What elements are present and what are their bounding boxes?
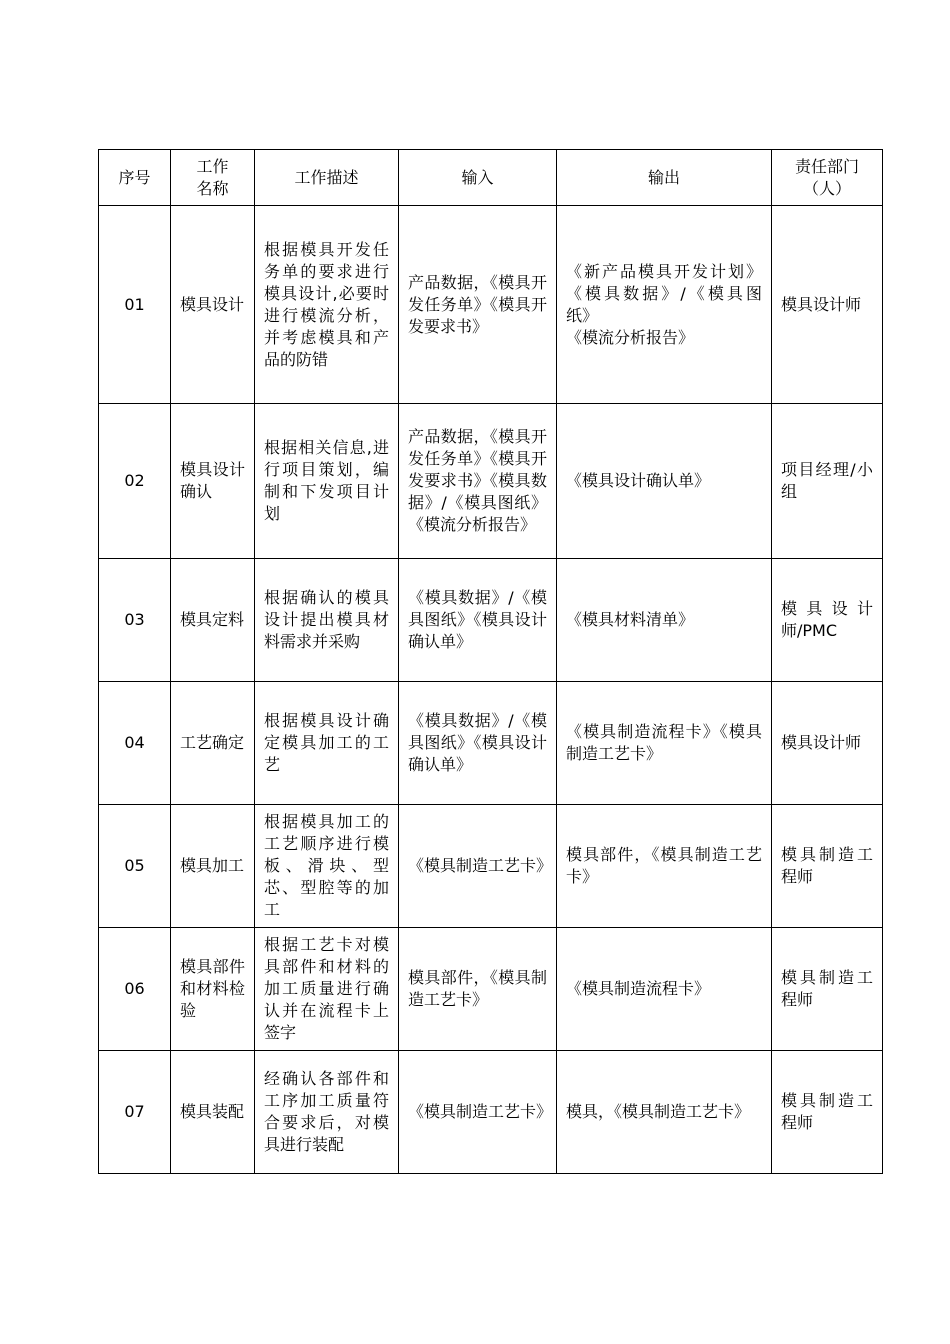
header-no: 序号 <box>99 150 171 206</box>
cell-input: 《模具数据》/《模具图纸》《模具设计确认单》 <box>399 682 557 805</box>
cell-owner: 模具制造工程师 <box>772 1051 883 1174</box>
cell-name: 模具设计确认 <box>171 404 255 559</box>
table-row <box>99 1051 883 1174</box>
cell-no: 01 <box>99 206 171 404</box>
cell-name: 模具设计 <box>171 206 255 404</box>
header-name <box>171 150 255 206</box>
cell-output: 《模具材料清单》 <box>557 559 772 682</box>
cell-desc: 根据模具开发任务单的要求进行模具设计,必要时进行模流分析，并考虑模具和产品的防错 <box>255 206 399 404</box>
cell-owner: 项目经理/小组 <box>772 404 883 559</box>
header-owner <box>772 150 883 206</box>
header-name-text: 工作 名称 <box>196 156 229 198</box>
table-row <box>99 404 883 559</box>
cell-desc: 根据模具设计确定模具加工的工艺 <box>255 682 399 805</box>
cell-owner: 模具设计师 <box>772 682 883 805</box>
cell-output: 《模具制造流程卡》《模具制造工艺卡》 <box>557 682 772 805</box>
cell-name: 工艺确定 <box>171 682 255 805</box>
cell-desc: 根据相关信息,进行项目策划，编制和下发项目计划 <box>255 404 399 559</box>
cell-input: 《模具制造工艺卡》 <box>399 1051 557 1174</box>
table-row <box>99 805 883 928</box>
cell-input: 产品数据，《模具开发任务单》《模具开发要求书》《模具数据》/《模具图纸》《模流分析报告》 <box>399 404 557 559</box>
cell-no: 02 <box>99 404 171 559</box>
cell-output: 《模具设计确认单》 <box>557 404 772 559</box>
cell-input: 模具部件，《模具制造工艺卡》 <box>399 928 557 1051</box>
cell-input: 《模具数据》/《模具图纸》《模具设计确认单》 <box>399 559 557 682</box>
cell-desc: 根据模具加工的工艺顺序进行模板、滑块、型芯、型腔等的加工 <box>255 805 399 928</box>
header-owner-text: 责任部门 （人） <box>794 156 859 198</box>
cell-output: 《模具制造流程卡》 <box>557 928 772 1051</box>
cell-desc: 根据工艺卡对模具部件和材料的加工质量进行确认并在流程卡上签字 <box>255 928 399 1051</box>
cell-output: 《新产品模具开发计划》《模具数据》/《模具图纸》 《模流分析报告》 <box>557 206 772 404</box>
cell-input: 《模具制造工艺卡》 <box>399 805 557 928</box>
cell-name: 模具装配 <box>171 1051 255 1174</box>
cell-owner: 模具设计师/PMC <box>772 559 883 682</box>
cell-input: 产品数据，《模具开发任务单》《模具开发要求书》 <box>399 206 557 404</box>
header-output: 输出 <box>557 150 772 206</box>
cell-owner: 模具制造工程师 <box>772 928 883 1051</box>
work-flow-table <box>98 149 883 1174</box>
cell-output: 模具部件，《模具制造工艺卡》 <box>557 805 772 928</box>
header-desc: 工作描述 <box>255 150 399 206</box>
cell-owner: 模具设计师 <box>772 206 883 404</box>
table-row <box>99 682 883 805</box>
table-row <box>99 928 883 1051</box>
table-row <box>99 206 883 404</box>
table-header-row <box>99 150 883 206</box>
cell-no: 07 <box>99 1051 171 1174</box>
header-input: 输入 <box>399 150 557 206</box>
cell-no: 04 <box>99 682 171 805</box>
cell-name: 模具定料 <box>171 559 255 682</box>
cell-desc: 经确认各部件和工序加工质量符合要求后，对模具进行装配 <box>255 1051 399 1174</box>
cell-name: 模具部件和材料检验 <box>171 928 255 1051</box>
cell-no: 06 <box>99 928 171 1051</box>
table-row <box>99 559 883 682</box>
cell-no: 03 <box>99 559 171 682</box>
cell-output: 模具，《模具制造工艺卡》 <box>557 1051 772 1174</box>
cell-owner: 模具制造工程师 <box>772 805 883 928</box>
cell-desc: 根据确认的模具设计提出模具材料需求并采购 <box>255 559 399 682</box>
cell-name: 模具加工 <box>171 805 255 928</box>
cell-no: 05 <box>99 805 171 928</box>
